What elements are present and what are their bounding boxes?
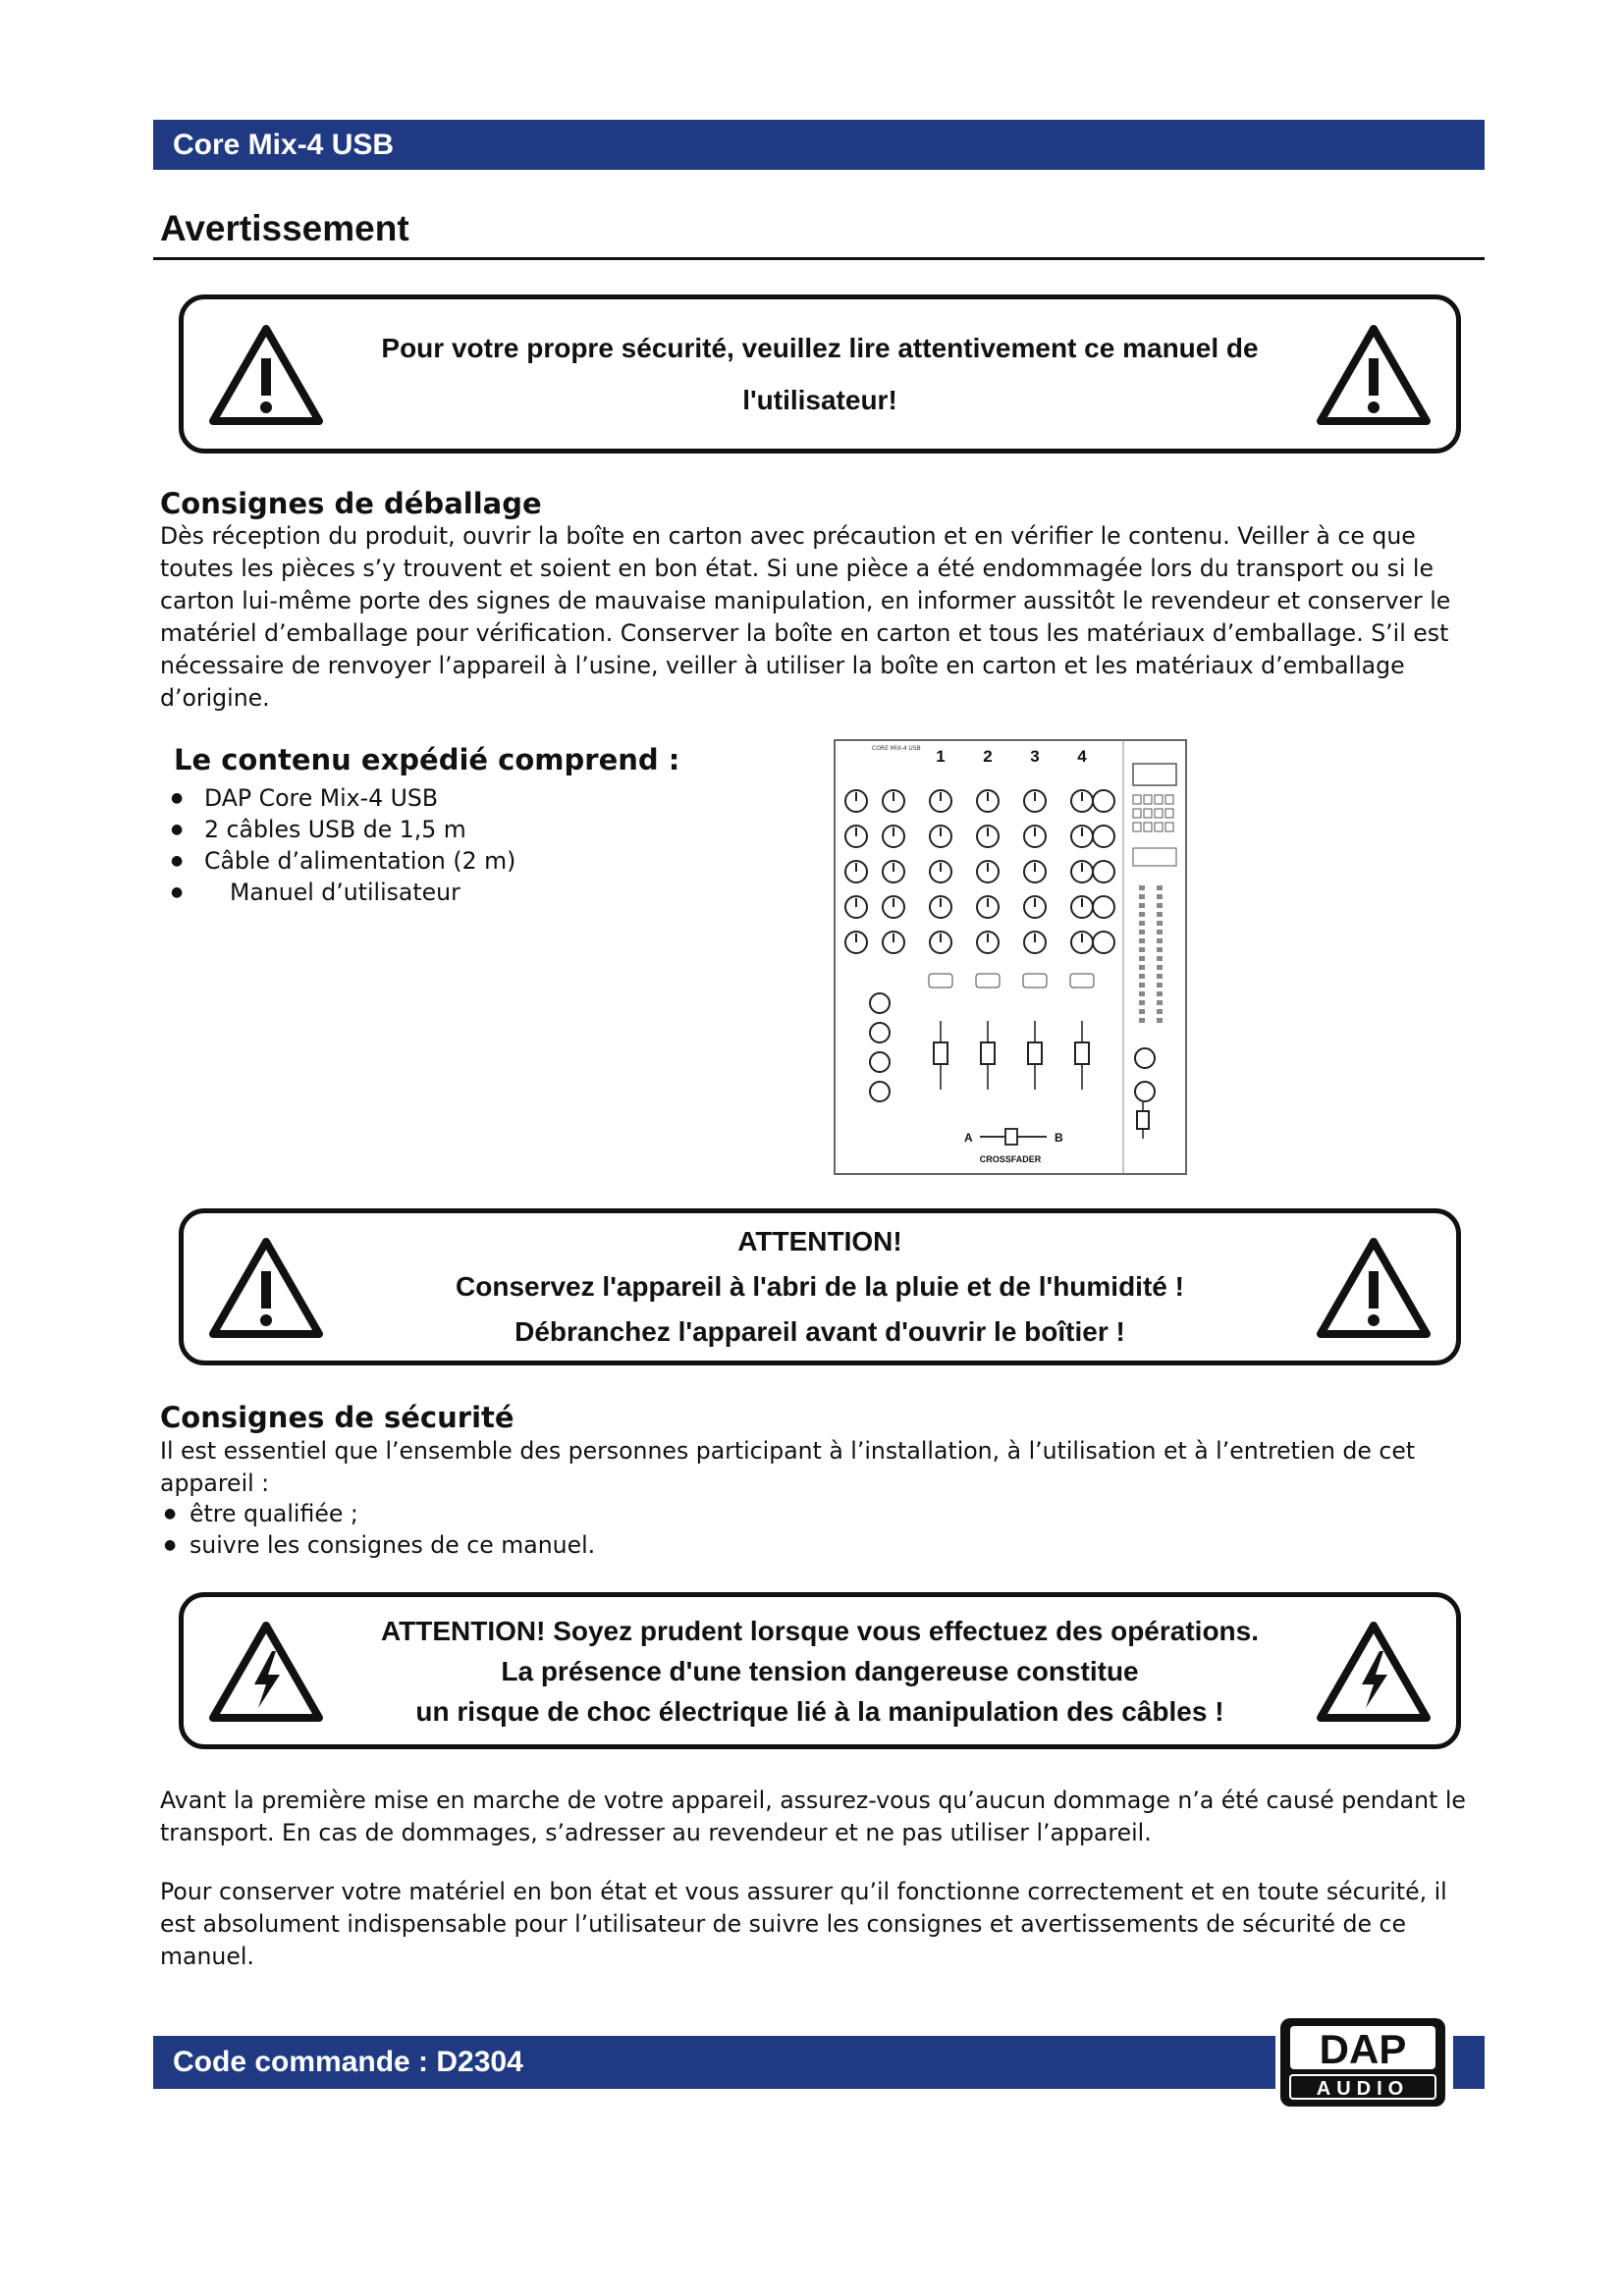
usb-control-button (1133, 823, 1141, 831)
usb-control-button (1144, 809, 1152, 818)
meter-led (1139, 965, 1145, 970)
section-title: Avertissement (160, 208, 409, 248)
usb-control-button (1165, 823, 1173, 831)
heading-rule (153, 257, 1485, 260)
knob (1093, 932, 1114, 953)
meter-led (1139, 974, 1145, 979)
list-item: ● être qualifiée ; (160, 1498, 595, 1529)
usb-control-button (1165, 809, 1173, 818)
meter-led (1157, 938, 1163, 943)
warning3-line1: ATTENTION! Soyez prudent lorsque vous effectuez des opérations. (380, 1615, 1260, 1646)
knob (870, 993, 890, 1013)
meter-led (1139, 885, 1145, 890)
meter-led (1139, 1018, 1145, 1023)
dap-audio-logo (1278, 2016, 1447, 2109)
cue-button (1070, 974, 1094, 988)
meter-led (1157, 947, 1163, 952)
meter-led (1139, 930, 1145, 934)
electric-shock-icon (207, 1618, 325, 1724)
meter-led (1139, 956, 1145, 961)
meter-led (1139, 938, 1145, 943)
mixer-diagram (833, 738, 1188, 1176)
header-band (153, 120, 1485, 170)
cue-button (976, 974, 1000, 988)
electric-shock-icon (1315, 1618, 1433, 1724)
knob (870, 1082, 890, 1101)
order-code: Code commande : D2304 (173, 2046, 523, 2078)
knob (1093, 896, 1114, 918)
meter-led (1157, 1000, 1163, 1005)
knob (1135, 1048, 1155, 1068)
list-item: ● Manuel d’utilisateur (167, 877, 515, 908)
fader-cap (1137, 1111, 1149, 1129)
usb-control-button (1155, 809, 1163, 818)
meter-led (1139, 903, 1145, 908)
usb-control-button (1144, 823, 1152, 831)
warning3-line3: un risque de choc électrique lié à la manipulation des câbles ! (415, 1695, 1224, 1727)
fader-cap (934, 1042, 947, 1064)
cue-button (929, 974, 952, 988)
usb-control-button (1133, 795, 1141, 804)
meter-led (1157, 956, 1163, 961)
meter-led (1157, 983, 1163, 988)
safety-heading: Consignes de sécurité (160, 1401, 514, 1434)
logo-audio-text: AUDIO (1316, 2078, 1410, 2100)
transport-paragraph: Avant la première mise en marche de votre appareil, assurez-vous qu’aucun dommage n’a été causé pendant le transport. En cas de dommages, s’adresser au revendeur et ne pas utiliser l’appareil. (160, 1787, 1466, 1846)
meter-led (1157, 912, 1163, 917)
crossfader-b-label: B (1055, 1131, 1063, 1145)
meter-led (1157, 894, 1163, 899)
list-item: ● suivre les consignes de ce manuel. (160, 1529, 595, 1561)
channel-number: 1 (936, 747, 946, 766)
logo-dap-text: DAP (1319, 2026, 1407, 2072)
footer-band (153, 2036, 1275, 2089)
channel-number: 4 (1077, 747, 1087, 766)
list-item: ● Câble d’alimentation (2 m) (167, 845, 515, 877)
meter-led (1139, 894, 1145, 899)
warning-triangle-icon (207, 321, 325, 427)
cue-button (1023, 974, 1047, 988)
list-item: ● 2 câbles USB de 1,5 m (167, 814, 515, 845)
warning1-line2: l'utilisateur! (742, 385, 897, 415)
meter-led (1157, 965, 1163, 970)
warning2-line1: ATTENTION! (737, 1226, 902, 1256)
meter-led (1157, 974, 1163, 979)
meter-led (1139, 1000, 1145, 1005)
meter-led (1157, 885, 1163, 890)
warning-box-humidity (179, 1208, 1461, 1365)
knob (1135, 1082, 1155, 1101)
meter-led (1157, 1009, 1163, 1014)
list-item: ● DAP Core Mix-4 USB (167, 782, 515, 814)
safety-list (160, 1498, 595, 1561)
meter-led (1157, 903, 1163, 908)
meter-led (1139, 991, 1145, 996)
document-title: Core Mix-4 USB (173, 128, 395, 161)
meter-led (1157, 991, 1163, 996)
usb-control-button (1165, 795, 1173, 804)
warning-box-electric-shock (179, 1592, 1461, 1749)
crossfader-a-label: A (964, 1131, 973, 1145)
warning3-line2: La présence d'une tension dangereuse constitue (501, 1655, 1139, 1686)
warning1-line1: Pour votre propre sécurité, veuillez lire attentivement ce manuel de (381, 333, 1259, 363)
contents-list (167, 782, 515, 908)
meter-led (1139, 983, 1145, 988)
fader-cap (1075, 1042, 1089, 1064)
knob (1093, 790, 1114, 812)
fader-cap (981, 1042, 995, 1064)
knob (1093, 826, 1114, 847)
safety-paragraph: Il est essentiel que l’ensemble des personnes participant à l’installation, à l’utilisation et à l’entretien de cet appareil : (160, 1437, 1416, 1497)
usb-control-button (1155, 823, 1163, 831)
channel-number: 2 (983, 747, 993, 766)
knob (1093, 861, 1114, 882)
crossfader-knob (1005, 1129, 1017, 1145)
warning-triangle-icon (207, 1234, 325, 1340)
meter-led (1139, 947, 1145, 952)
warning-triangle-icon (1315, 1234, 1433, 1340)
meter-led (1139, 912, 1145, 917)
usb-control-button (1144, 795, 1152, 804)
knob (870, 1023, 890, 1042)
fader-cap (1028, 1042, 1042, 1064)
meter-led (1157, 1018, 1163, 1023)
meter-led (1139, 1009, 1145, 1014)
meter-led (1139, 921, 1145, 926)
footer-band-end (1453, 2036, 1485, 2089)
channel-number: 3 (1030, 747, 1040, 766)
meter-led (1157, 921, 1163, 926)
usb-control-button (1155, 795, 1163, 804)
warning2-line2: Conservez l'appareil à l'abri de la pluie et de l'humidité ! (456, 1271, 1184, 1302)
maintenance-paragraph: Pour conserver votre matériel en bon état et vous assurer qu’il fonctionne correctement et en toute sécurité, il est absolument indispensable pour l’utilisateur de suivre les consignes et avertissements de sécurité de ce manuel. (160, 1878, 1447, 1970)
warning-triangle-icon (1315, 321, 1433, 427)
knob (870, 1052, 890, 1072)
usb-control-button (1133, 809, 1141, 818)
warning-box-read-manual (179, 294, 1461, 454)
contents-heading: Le contenu expédié comprend : (174, 743, 680, 776)
unpacking-paragraph: Dès réception du produit, ouvrir la boîte en carton avec précaution et en vérifier le contenu. Veiller à ce que toutes les pièces s’y trouvent et soient en bon état. Si une pièce a été endommagée lors du transport ou si le carton lui-même porte des signes de mauvaise manipulation, en informer aussitôt le revendeur et conserver le matériel d’emballage pour vérification. Conserver la boîte en carton et tous les matériaux d’emballage. S’il est nécessaire de renvoyer l’appareil à l’usine, veiller à utiliser la boîte en carton et les matériaux d’emballage d’origine. (160, 522, 1451, 712)
crossfader-label: CROSSFADER (979, 1154, 1042, 1164)
unpacking-heading: Consignes de déballage (160, 487, 542, 520)
warning2-line3: Débranchez l'appareil avant d'ouvrir le boîtier ! (514, 1316, 1125, 1347)
model-label: CORE MIX-4 USB (872, 745, 921, 752)
meter-led (1157, 930, 1163, 934)
